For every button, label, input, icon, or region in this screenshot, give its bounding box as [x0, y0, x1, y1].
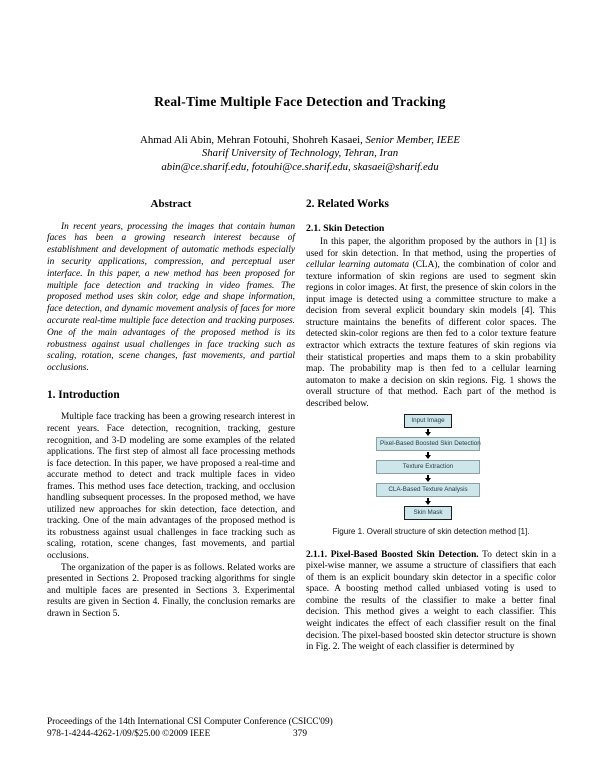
affiliation-line: Sharif University of Technology, Tehran, Iran [201, 147, 399, 160]
footer-proceedings-line: Proceedings of the 14th International CSI Computer Conference (CSICC'09) [47, 717, 333, 727]
down-arrow-icon [425, 429, 431, 437]
subsubsection-heading-pixel-based-boosted: 2.1.1. Pixel-Based Boosted Skin Detection. [306, 549, 479, 560]
down-arrow-icon [425, 475, 431, 483]
subsection-heading-skin-detection: 2.1. Skin Detection [306, 222, 385, 234]
down-arrow-icon [425, 452, 431, 460]
right-column [306, 199, 556, 654]
intro-paragraph-2: The organization of the paper is as follows. Related works are presented in Sections 2. Proposed tracking algorithms for single and multiple faces are presented in Sections 3. Experimental results are given in Section 4. Finally, the conclusion remarks are drawn in Section 5. [47, 562, 295, 619]
flowchart-box-cla-based-texture-analysis: CLA-Based Texture Analysis [376, 483, 480, 496]
flowchart-box-pixel-based-boosted-skin-detection: Pixel-Based Boosted Skin Detection [376, 437, 480, 450]
author-membership: Senior Member, IEEE [365, 134, 460, 146]
boosted-skin-text: To detect skin in a pixel-wise manner, we assume a structure of classifiers that each of them is an explicit boundary skin detector in a specific color space. A boosting method called unbiased voting is used to combine the results of the classifier to make a better final decision. This method gives a weight to each classifier. This weight indicates the effect of each classifier result on the final decision. The pixel-based boosted skin detector structure is shown in Fig. 2. The weight of each classifier is determined by [306, 549, 556, 653]
flowchart-box-texture-extraction: Texture Extraction [376, 460, 480, 473]
abstract-heading: Abstract [150, 198, 192, 210]
author-block [0, 134, 600, 174]
email-line: abin@ce.sharif.edu, fotouhi@ce.sharif.edu, skasaei@sharif.edu [161, 160, 439, 173]
down-arrow-icon [425, 498, 431, 506]
flowchart-box-skin-mask: Skin Mask [404, 506, 452, 519]
boosted-skin-paragraph [306, 550, 556, 654]
abstract-text: In recent years, processing the images that contain human faces has been a growing research interest because of establishment and development of automatic methods especially in security applications, compression, and perceptual user interface. In this paper, a new method has been proposed for multiple face detection and tracking in video frames. The proposed method uses skin color, edge and shape information, face detection, and dynamic movement analysis of faces for more accurate real-time multiple face detection and tracking purposes. One of the main advantages of the proposed method is its robustness against usual challenges in face tracking such as scaling, rotation, scene changes, fast movements, and partial occlusions. [47, 221, 295, 374]
footer-copyright-line: 978-1-4244-4262-1/09/$25.00 ©2009 IEEE [47, 728, 211, 739]
skin-paragraph-post: (CLA), the combination of color and texture information of skin regions are used to segment skin regions in color images. At first, the presence of skin colors in the input image is detected using a committee structure to make a decision from several explicit boundary skin models [4]. This structure maintains the benefits of different color spaces. The detected skin-color regions are then fed to a color texture feature extractor which extracts the texture features of skin regions via their statistical properties and maps them to a skin probability map. The probability map is then fed to a cellular learning automaton to make a decision on skin regions. Fig. 1 shows the overall structure of that method. Each part of the method is described below. [306, 260, 556, 409]
left-column [47, 199, 295, 620]
figure-1-caption: Figure 1. Overall structure of skin detection method [1]. [332, 526, 530, 536]
author-names: Ahmad Ali Abin, Mehran Fotouhi, Shohreh Kasaei, [140, 134, 366, 146]
skin-detection-paragraph [306, 237, 556, 410]
section-heading-related-works: 2. Related Works [306, 198, 389, 210]
skin-paragraph-term: cellular learning automata [306, 260, 410, 271]
paper-title: Real-Time Multiple Face Detection and Tracking [154, 94, 446, 109]
author-line [0, 134, 600, 147]
page-number: 379 [293, 728, 307, 739]
intro-paragraph-1: Multiple face tracking has been a growing research interest in recent years. Face detection, recognition, tracking, gesture recognition, and 3-D modeling are some examples of the related applications. The first step of almost all face processing methods is face detection. In this paper, we have proposed a real-time and accurate method to detect and track multiple faces in video frames. This method uses face detection, tracking, and occlusion handling subsequent processes. In the proposed method, we have utilized new approaches for skin detection, face detection, and tracking. One of the main advantages of the proposed method is its robustness against usual challenges in face tracking such as scaling, rotation, scene changes, fast movements, and partial occlusions. [47, 412, 295, 562]
figure-1-flowchart [313, 414, 543, 519]
skin-paragraph-pre: In this paper, the algorithm proposed by the authors in [1] is used for skin detection. In that method, using the properties of [306, 237, 556, 259]
flowchart-box-input-image: Input Image [404, 414, 452, 427]
section-heading-introduction: 1. Introduction [47, 388, 120, 401]
